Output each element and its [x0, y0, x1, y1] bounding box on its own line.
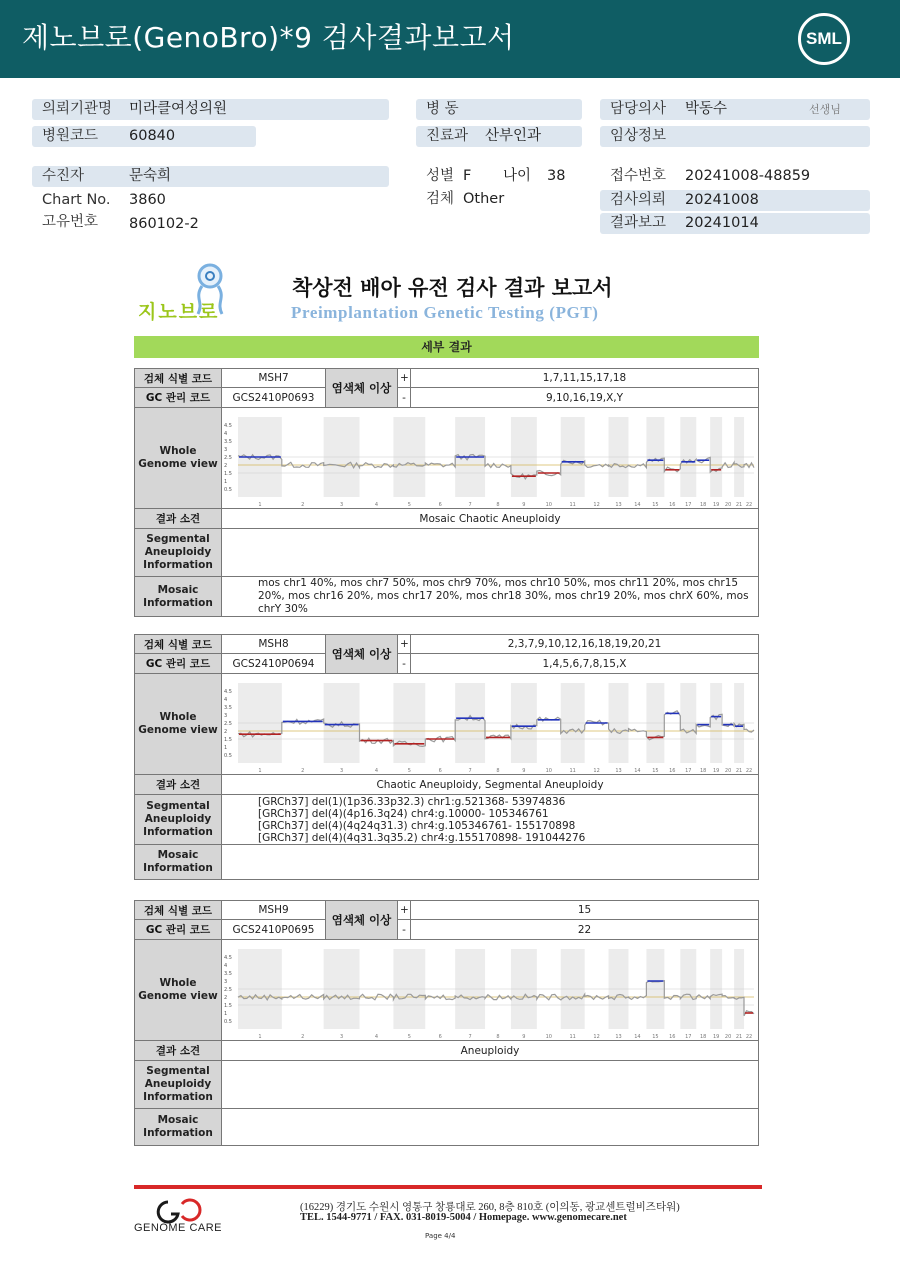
- y-tick-label: 1: [224, 478, 228, 485]
- chart-no-row: [32, 190, 332, 211]
- x-tick-label: 8: [496, 1033, 500, 1040]
- department-value: 산부인과: [485, 128, 542, 144]
- x-tick-label: 14: [634, 501, 641, 508]
- footer-address: (16229) 경기도 수원시 영통구 창룡대로 260, 8층 810호 (이의동, 광교센트럴비즈타워): [300, 1202, 680, 1213]
- x-tick-label: 9: [522, 1033, 526, 1040]
- y-tick-label: 4.5: [224, 688, 232, 695]
- result-value: Mosaic Chaotic Aneuploidy: [222, 509, 759, 529]
- specimen-label: 검체: [426, 191, 455, 207]
- x-tick-label: 6: [438, 1033, 442, 1040]
- receipt-no-row: [600, 166, 870, 187]
- loss-sign: -: [398, 388, 411, 408]
- x-tick-label: 16: [669, 1033, 676, 1040]
- mosaic-value: [222, 845, 759, 880]
- x-tick-label: 17: [685, 501, 692, 508]
- y-tick-label: 4.5: [224, 954, 232, 961]
- y-tick-label: 3: [224, 712, 228, 719]
- chrom-abn-label: 염색체 이상: [326, 369, 398, 408]
- x-tick-label: 22: [745, 1033, 753, 1040]
- x-tick-label: 13: [615, 1033, 622, 1040]
- genome-view-chart: [222, 675, 758, 774]
- x-tick-label: 21: [735, 1033, 743, 1040]
- patient-name-value: 문숙희: [129, 168, 172, 184]
- mosaic-value: mos chr1 40%, mos chr7 50%, mos chr9 70%, mos chr10 50%, mos chr11 20%, mos chr15 20%, mos chr16 20%, mos chr17 20%, mos chr18 30%, mos chr19 20%, mos chrX 60%, mos chrY 30%: [222, 577, 759, 617]
- x-tick-label: 18: [700, 767, 707, 774]
- result-label: 결과 소견: [135, 1041, 222, 1061]
- institution-value: 미라클여성의원: [129, 101, 228, 117]
- x-tick-label: 18: [700, 1033, 707, 1040]
- specimen-code-value: MSH7: [222, 369, 326, 388]
- mosaic-label: Mosaic Information: [135, 577, 222, 617]
- report-date-row: [600, 213, 870, 234]
- y-tick-label: 1.5: [224, 736, 232, 743]
- mosaic-value: [222, 1109, 759, 1146]
- sex-value: F: [463, 168, 472, 184]
- segmental-value: [222, 795, 759, 845]
- specimen-code-label: 검체 식별 코드: [135, 901, 222, 920]
- x-tick-label: 3: [340, 501, 344, 508]
- y-tick-label: 0.5: [224, 1018, 232, 1025]
- x-tick-label: 21: [735, 767, 743, 774]
- y-tick-label: 0.5: [224, 486, 232, 493]
- sex-label: 성별: [426, 168, 455, 184]
- x-tick-label: 12: [593, 501, 600, 508]
- x-tick-label: 4: [374, 501, 379, 508]
- genome-care-text: GENOME CARE: [134, 1222, 223, 1234]
- header-bar: [0, 0, 900, 78]
- genome-view-label: Whole Genome view: [135, 940, 222, 1041]
- gain-chromosomes: 1,7,11,15,17,18: [411, 369, 759, 388]
- specimen-code-value: MSH9: [222, 901, 326, 920]
- unique-no-row: [32, 212, 332, 233]
- y-tick-label: 3.5: [224, 438, 232, 445]
- footer-divider: [134, 1185, 762, 1189]
- chart-no-value: 3860: [129, 192, 166, 208]
- chrom-abn-label: 염색체 이상: [326, 901, 398, 940]
- x-tick-label: 19: [712, 767, 720, 774]
- x-tick-label: 20: [724, 501, 732, 508]
- x-tick-label: 10: [545, 501, 552, 508]
- x-tick-label: 5: [407, 501, 411, 508]
- x-tick-label: 2: [301, 1033, 305, 1040]
- gc-code-label: GC 관리 코드: [135, 920, 222, 940]
- x-tick-label: 13: [615, 767, 622, 774]
- x-tick-label: 13: [615, 501, 622, 508]
- y-tick-label: 2.5: [224, 454, 232, 461]
- gain-sign: +: [398, 901, 411, 920]
- mosaic-label: Mosaic Information: [135, 1109, 222, 1146]
- request-date-row: [600, 190, 870, 211]
- genome-view-label: Whole Genome view: [135, 674, 222, 775]
- specimen-row: [416, 189, 596, 210]
- segmental-label: Segmental Aneuploidy Information: [135, 529, 222, 577]
- y-tick-label: 2: [224, 462, 228, 469]
- report-subtitle: Preimplantation Genetic Testing (PGT): [291, 303, 599, 322]
- y-tick-label: 4: [224, 962, 228, 969]
- x-tick-label: 12: [593, 1033, 600, 1040]
- gain-chromosomes: 2,3,7,9,10,12,16,18,19,20,21: [411, 635, 759, 654]
- hospital-code-label: 병원코드: [42, 128, 99, 144]
- age-label: 나이: [503, 168, 532, 184]
- x-tick-label: 2: [301, 501, 305, 508]
- loss-sign: -: [398, 654, 411, 674]
- y-tick-label: 1.5: [224, 1002, 232, 1009]
- x-tick-label: 20: [724, 1033, 732, 1040]
- report-date-label: 결과보고: [610, 215, 667, 231]
- y-tick-label: 4: [224, 696, 228, 703]
- genome-view-label: Whole Genome view: [135, 408, 222, 509]
- institution-row: [32, 99, 389, 120]
- x-tick-label: 7: [468, 501, 472, 508]
- genome-view-chart: [222, 941, 758, 1040]
- gain-sign: +: [398, 635, 411, 654]
- segmental-line: [GRCh37] del(4)(4q24q31.3) chr4:g.105346761- 155170898: [258, 819, 576, 832]
- gc-code-value: GCS2410P0695: [222, 920, 326, 940]
- x-tick-label: 20: [724, 767, 732, 774]
- chrom-abn-label: 염색체 이상: [326, 635, 398, 674]
- segmental-value: [222, 1061, 759, 1109]
- age-value: 38: [547, 168, 566, 184]
- unique-no-value: 860102-2: [129, 216, 199, 232]
- gc-code-value: GCS2410P0694: [222, 654, 326, 674]
- x-tick-label: 3: [340, 767, 344, 774]
- specimen-code-value: MSH8: [222, 635, 326, 654]
- page-number: Page 4/4: [425, 1232, 456, 1240]
- y-tick-label: 2.5: [224, 720, 232, 727]
- x-tick-label: 7: [468, 1033, 472, 1040]
- result-value: Chaotic Aneuploidy, Segmental Aneuploidy: [222, 775, 759, 795]
- report-title: 착상전 배아 유전 검사 결과 보고서: [292, 276, 613, 300]
- genobro-logo-text: 지노브로: [138, 301, 220, 323]
- y-tick-label: 1.5: [224, 470, 232, 477]
- request-date-label: 검사의뢰: [610, 192, 667, 208]
- x-tick-label: 15: [652, 501, 659, 508]
- gc-code-value: GCS2410P0693: [222, 388, 326, 408]
- y-tick-label: 4.5: [224, 422, 232, 429]
- loss-sign: -: [398, 920, 411, 940]
- y-tick-label: 2: [224, 994, 228, 1001]
- gain-sign: +: [398, 369, 411, 388]
- patient-name-label: 수진자: [42, 168, 85, 184]
- gc-code-label: GC 관리 코드: [135, 388, 222, 408]
- mosaic-label: Mosaic Information: [135, 845, 222, 880]
- segmental-label: Segmental Aneuploidy Information: [135, 1061, 222, 1109]
- x-tick-label: 16: [669, 501, 676, 508]
- x-tick-label: 6: [438, 767, 442, 774]
- x-tick-label: 11: [569, 1033, 576, 1040]
- loss-chromosomes: 22: [411, 920, 759, 940]
- x-tick-label: 15: [652, 767, 659, 774]
- result-label: 결과 소견: [135, 775, 222, 795]
- x-tick-label: 16: [669, 767, 676, 774]
- x-tick-label: 1: [258, 1033, 262, 1040]
- patient-name-row: [32, 166, 389, 187]
- x-tick-label: 6: [438, 501, 442, 508]
- specimen-code-label: 검체 식별 코드: [135, 635, 222, 654]
- y-tick-label: 1: [224, 1010, 228, 1017]
- request-date-value: 20241008: [685, 192, 759, 208]
- y-tick-label: 4: [224, 430, 228, 437]
- doctor-row: [600, 99, 870, 120]
- specimen-value: Other: [463, 191, 505, 207]
- result-label: 결과 소견: [135, 509, 222, 529]
- sample-block-msh7: [134, 368, 759, 617]
- loss-chromosomes: 1,4,5,6,7,8,15,X: [411, 654, 759, 674]
- x-tick-label: 12: [593, 767, 600, 774]
- x-tick-label: 7: [468, 767, 472, 774]
- receipt-no-label: 접수번호: [610, 168, 667, 184]
- x-tick-label: 19: [712, 501, 720, 508]
- y-tick-label: 3: [224, 978, 228, 985]
- x-tick-label: 14: [634, 1033, 641, 1040]
- x-tick-label: 4: [374, 1033, 379, 1040]
- gain-chromosomes: 15: [411, 901, 759, 920]
- x-tick-label: 4: [374, 767, 379, 774]
- segmental-line: [GRCh37] del(4)(4p16.3q24) chr4:g.10000- 105346761: [258, 807, 549, 820]
- x-tick-label: 11: [569, 767, 576, 774]
- segmental-label: Segmental Aneuploidy Information: [135, 795, 222, 845]
- genome-view-chart: [222, 409, 758, 508]
- y-tick-label: 3.5: [224, 970, 232, 977]
- x-tick-label: 11: [569, 501, 576, 508]
- x-tick-label: 10: [545, 1033, 552, 1040]
- copy-number-trace: [238, 454, 754, 478]
- x-tick-label: 19: [712, 1033, 720, 1040]
- x-tick-label: 14: [634, 767, 641, 774]
- segmental-line: [GRCh37] del(1)(1p36.33p32.3) chr1:g.521368- 53974836: [258, 795, 566, 808]
- sml-logo: SML: [798, 13, 850, 65]
- x-tick-label: 3: [340, 1033, 344, 1040]
- doctor-suffix: 선생님: [809, 103, 841, 116]
- x-tick-label: 2: [301, 767, 305, 774]
- clinical-row: [600, 126, 870, 147]
- doctor-value: 박동수: [685, 101, 728, 117]
- sex-age-row: [416, 166, 596, 187]
- x-tick-label: 17: [685, 767, 692, 774]
- y-tick-label: 3.5: [224, 704, 232, 711]
- x-tick-label: 10: [545, 767, 552, 774]
- x-tick-label: 22: [745, 501, 753, 508]
- segmental-line: [GRCh37] del(4)(4q31.3q35.2) chr4:g.155170898- 191044276: [258, 831, 586, 844]
- hospital-code-row: [32, 126, 256, 147]
- y-tick-label: 0.5: [224, 752, 232, 759]
- x-tick-label: 1: [258, 501, 262, 508]
- x-tick-label: 9: [522, 501, 526, 508]
- sample-block-msh9: [134, 900, 759, 1146]
- y-tick-label: 1: [224, 744, 228, 751]
- unique-no-label: 고유번호: [42, 214, 99, 230]
- x-tick-label: 18: [700, 501, 707, 508]
- copy-number-trace: [238, 710, 754, 746]
- x-tick-label: 17: [685, 1033, 692, 1040]
- x-tick-label: 8: [496, 501, 500, 508]
- gc-code-label: GC 관리 코드: [135, 654, 222, 674]
- report-date-value: 20241014: [685, 215, 759, 231]
- specimen-code-label: 검체 식별 코드: [135, 369, 222, 388]
- x-tick-label: 22: [745, 767, 753, 774]
- department-row: [416, 126, 582, 147]
- y-tick-label: 3: [224, 446, 228, 453]
- detail-results-banner: 세부 결과: [134, 336, 759, 358]
- doctor-label: 담당의사: [610, 101, 667, 117]
- x-tick-label: 1: [258, 767, 262, 774]
- institution-label: 의뢰기관명: [42, 101, 113, 117]
- loss-chromosomes: 9,10,16,19,X,Y: [411, 388, 759, 408]
- footer-contact: TEL. 1544-9771 / FAX. 031-8019-5004 / Homepage. www.genomecare.net: [300, 1212, 627, 1223]
- x-tick-label: 5: [407, 767, 411, 774]
- x-tick-label: 21: [735, 501, 743, 508]
- y-tick-label: 2.5: [224, 986, 232, 993]
- sample-block-msh8: [134, 634, 759, 880]
- copy-number-trace: [238, 980, 754, 1015]
- ward-row: [416, 99, 582, 120]
- result-value: Aneuploidy: [222, 1041, 759, 1061]
- department-label: 진료과: [426, 128, 469, 144]
- y-tick-label: 2: [224, 728, 228, 735]
- ward-label: 병 동: [426, 101, 459, 117]
- x-tick-label: 5: [407, 1033, 411, 1040]
- hospital-code-value: 60840: [129, 128, 176, 144]
- chart-no-label: Chart No.: [42, 192, 111, 208]
- x-tick-label: 8: [496, 767, 500, 774]
- report-header-title: 제노브로(GenoBro)*9 검사결과보고서: [22, 21, 515, 54]
- x-tick-label: 15: [652, 1033, 659, 1040]
- x-tick-label: 9: [522, 767, 526, 774]
- receipt-no-value: 20241008-48859: [685, 168, 811, 184]
- clinical-label: 임상정보: [610, 128, 667, 144]
- segmental-value: [222, 529, 759, 577]
